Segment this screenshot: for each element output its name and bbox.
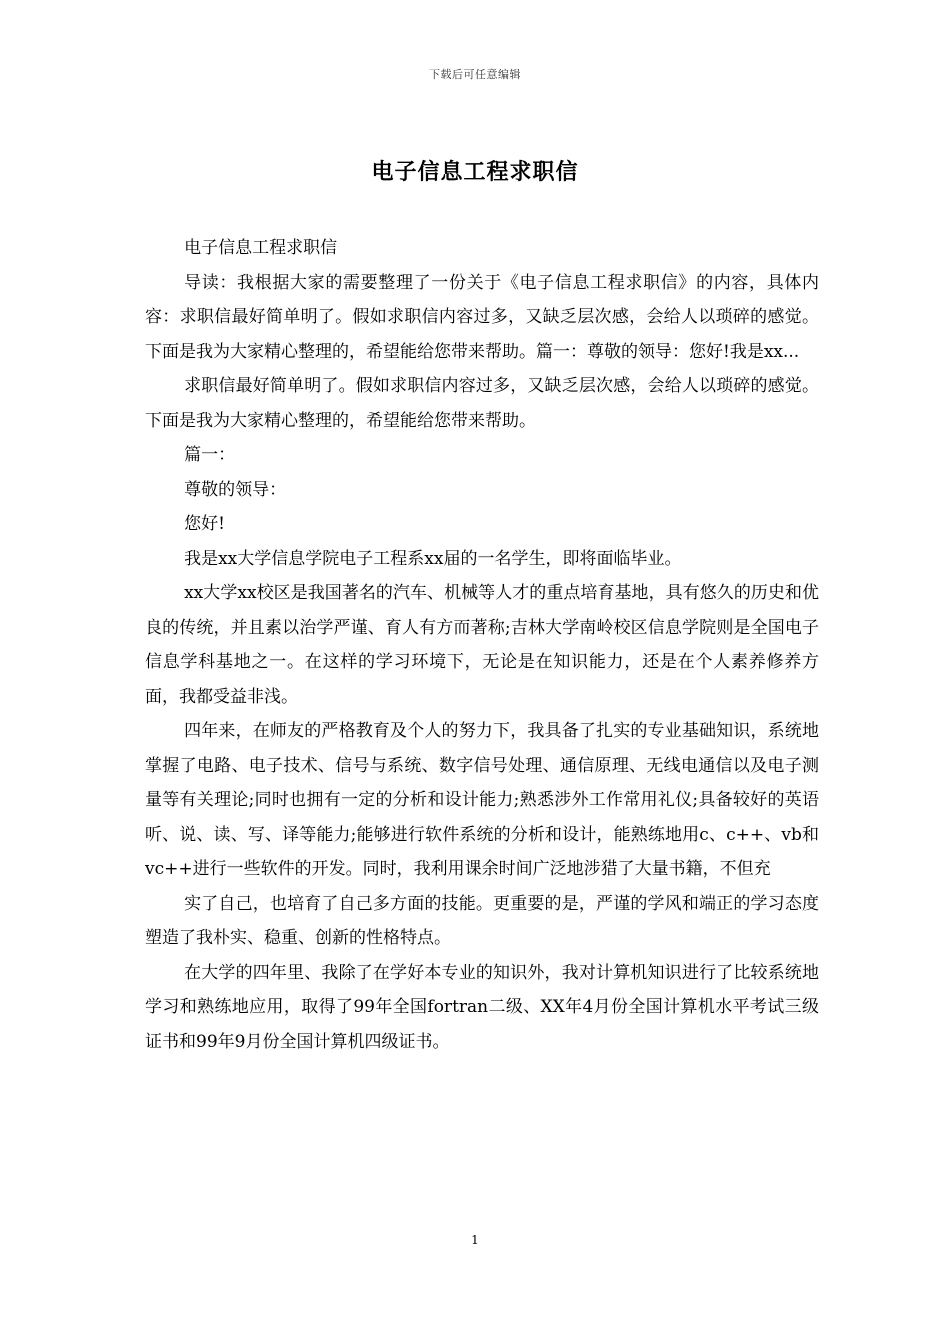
paragraph-heading: 电子信息工程求职信 bbox=[184, 238, 338, 258]
paragraph-self-intro: 我是xx大学信息学院电子工程系xx届的一名学生，即将面临毕业。 bbox=[184, 548, 682, 569]
paragraph-skills: 四年来，在师友的严格教育及个人的努力下，我具备了扎实的专业基础知识，系统地掌握了电路、电子技术、信号与系统、数字信号处理、通信原理、无线电通信以及电子测量等有关理论;同时也拥有一定的分析和设计能力;熟悉涉外工作常用礼仪;具备较好的英语听、说、读、写、译等能力;能够进行软件系统的分析和设计，能熟练地用c、c++、vb和vc++进行一些软件的开发。同时，我利用课余时间广泛地涉猎了大量书籍，不但充 bbox=[145, 721, 819, 879]
paragraph-section-label: 篇一： bbox=[184, 445, 236, 465]
document-body bbox=[145, 231, 819, 1059]
paragraph-salutation: 尊敬的领导： bbox=[184, 479, 287, 500]
page-header-note: 下载后可任意编辑 bbox=[429, 68, 521, 81]
paragraph-university: xx大学xx校区是我国著名的汽车、机械等人才的重点培育基地，具有悠久的历史和优良的传统，并且素以治学严谨、育人有方而著称;吉林大学南岭校区信息学院则是全国电子信息学科基地之一。在这样的学习环境下，无论是在知识能力，还是在个人素养修养方面，我都受益非浅。 bbox=[145, 583, 819, 707]
document-title: 电子信息工程求职信 bbox=[371, 159, 579, 185]
paragraph-computer-skills: 在大学的四年里、我除了在学好本专业的知识外，我对计算机知识进行了比较系统地学习和熟练地应用，取得了99年全国fortran二级、XX年4月份全国计算机水平考试三级证书和99年9月份全国计算机四级证书。 bbox=[145, 962, 819, 1052]
page-number: 1 bbox=[471, 1233, 479, 1247]
paragraph-greeting: 您好! bbox=[184, 514, 225, 534]
paragraph-character: 实了自己，也培育了自己多方面的技能。更重要的是，严谨的学风和端正的学习态度塑造了我朴实、稳重、创新的性格特点。 bbox=[145, 893, 819, 948]
paragraph-summary: 求职信最好简单明了。假如求职信内容过多，又缺乏层次感，会给人以琐碎的感觉。下面是我为大家精心整理的，希望能给您带来帮助。 bbox=[145, 376, 819, 431]
paragraph-intro: 导读：我根据大家的需要整理了一份关于《电子信息工程求职信》的内容，具体内容：求职信最好简单明了。假如求职信内容过多，又缺乏层次感，会给人以琐碎的感觉。下面是我为大家精心整理的，希望能给您带来帮助。篇一：尊敬的领导：您好!我是xx... bbox=[145, 272, 819, 362]
